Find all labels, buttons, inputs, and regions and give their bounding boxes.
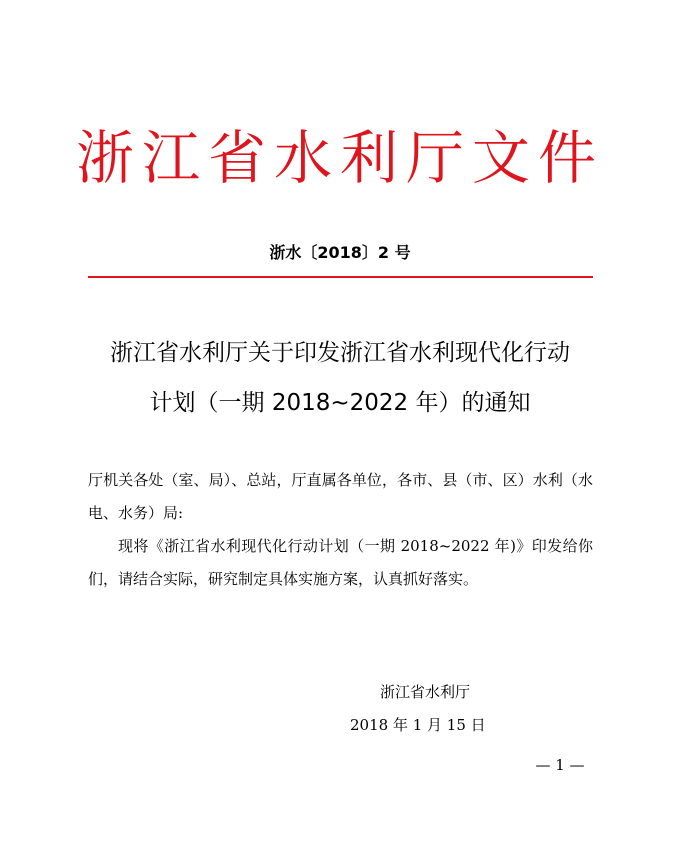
signature-organization: 浙江省水利厅 (380, 683, 471, 701)
letterhead-title: 浙江省水利厅文件 (75, 124, 604, 192)
signature-date: 2018 年 1 月 15 日 (350, 716, 486, 734)
recipients-paragraph: 厅机关各处（室、局）、总站，厅直属各单位，各市、县（市、区）水利（水电、水务）局: (88, 471, 593, 522)
document-title (40, 328, 640, 428)
document-body (88, 464, 593, 596)
red-divider-line (88, 276, 593, 278)
document-title-line-2: 计划（一期 2018~2022 年）的通知 (149, 390, 531, 416)
document-number: 浙水〔2018〕2 号 (269, 243, 411, 262)
body-paragraph: 现将《浙江省水利现代化行动计划（一期 2018~2022 年)》印发给你们，请结合实际，研究制定具体实施方案，认真抓好落实。 (88, 537, 593, 588)
page-number: — 1 — (535, 756, 585, 774)
signature-block (350, 676, 550, 742)
document-title-line-1: 浙江省水利厅关于印发浙江省水利现代化行动 (110, 340, 570, 366)
